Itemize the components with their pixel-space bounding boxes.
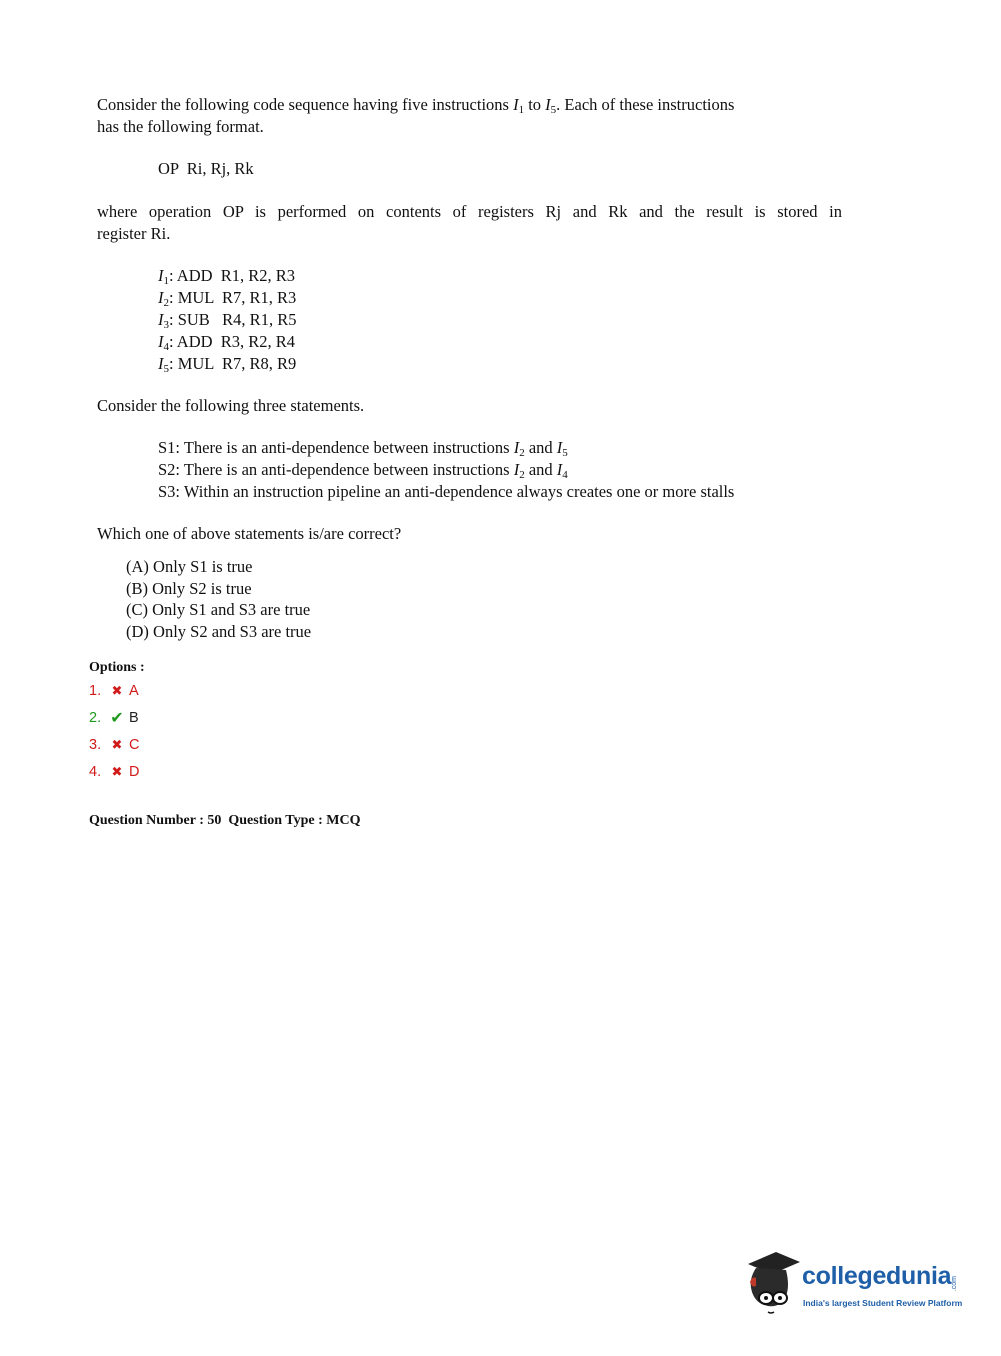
collegedunia-logo — [742, 1250, 972, 1320]
instruction-list — [158, 265, 296, 375]
option-2 — [89, 708, 139, 728]
intro-line-2: has the following format. — [97, 117, 264, 136]
logo-wordmark — [802, 1262, 958, 1291]
option-letter: B — [129, 710, 139, 726]
statement-s3: S3: Within an instruction pipeline an anti-dependence always creates one or more stalls — [158, 482, 735, 501]
option-number: 1. — [89, 683, 102, 699]
logo-tagline: India's largest Student Review Platform — [803, 1298, 963, 1308]
option-letter: D — [129, 764, 140, 780]
logo-dotcom: .com — [951, 1275, 959, 1291]
instruction-row: $I_5$: MUL R7, R8, R9 — [158, 354, 297, 375]
option-number: 3. — [89, 737, 102, 753]
option-number: 2. — [89, 710, 102, 726]
answer-choices — [126, 556, 311, 642]
option-number: 4. — [89, 764, 102, 780]
option-letter: A — [129, 683, 139, 699]
intro-line-1: Consider the following code sequence having five instructions $I_1$ to $I_5$. Each of these instructions — [97, 95, 735, 116]
cross-icon: ✖ — [111, 683, 123, 698]
where-line-1: where operation OP is performed on contents of registers Rj and Rk and the result is stored in — [97, 202, 842, 221]
question-intro — [97, 94, 857, 138]
logo-name: collegedunia — [802, 1262, 952, 1290]
instruction-row: $I_4$: ADD R3, R2, R4 — [158, 332, 296, 353]
choice-d: (D) Only S2 and S3 are true — [126, 621, 312, 641]
instruction-format: OP Ri, Rj, Rk — [158, 159, 254, 178]
option-1 — [89, 681, 139, 701]
question-prompt: Which one of above statements is/are correct? — [97, 524, 402, 543]
checkmark-icon: ✔ — [110, 710, 124, 727]
statement-s2: S2: There is an anti-dependence between instructions $I_2$ and $I_4$ — [158, 460, 568, 481]
consider-statements: Consider the following three statements. — [97, 396, 365, 415]
instruction-row: $I_3$: SUB R4, R1, R5 — [158, 310, 297, 331]
options-list — [89, 681, 139, 782]
question-meta: Question Number : 50 Question Type : MCQ — [89, 813, 361, 828]
where-text — [97, 201, 842, 245]
choice-b: (B) Only S2 is true — [126, 578, 252, 598]
options-label: Options : — [89, 660, 145, 675]
statements — [158, 437, 734, 503]
option-4 — [89, 762, 139, 782]
instruction-row: $I_2$: MUL R7, R1, R3 — [158, 288, 297, 309]
mascot-icon — [742, 1250, 802, 1316]
statement-s1: S1: There is an anti-dependence between instructions $I_2$ and $I_5$ — [158, 438, 568, 459]
cross-icon: ✖ — [111, 737, 123, 752]
where-line-2: register Ri. — [97, 224, 171, 243]
option-3 — [89, 735, 139, 755]
option-letter: C — [129, 737, 140, 753]
choice-c: (C) Only S1 and S3 are true — [126, 600, 311, 619]
choice-a: (A) Only S1 is true — [126, 557, 253, 576]
instruction-row: $I_1$: ADD R1, R2, R3 — [158, 266, 296, 287]
cross-icon: ✖ — [111, 764, 123, 779]
